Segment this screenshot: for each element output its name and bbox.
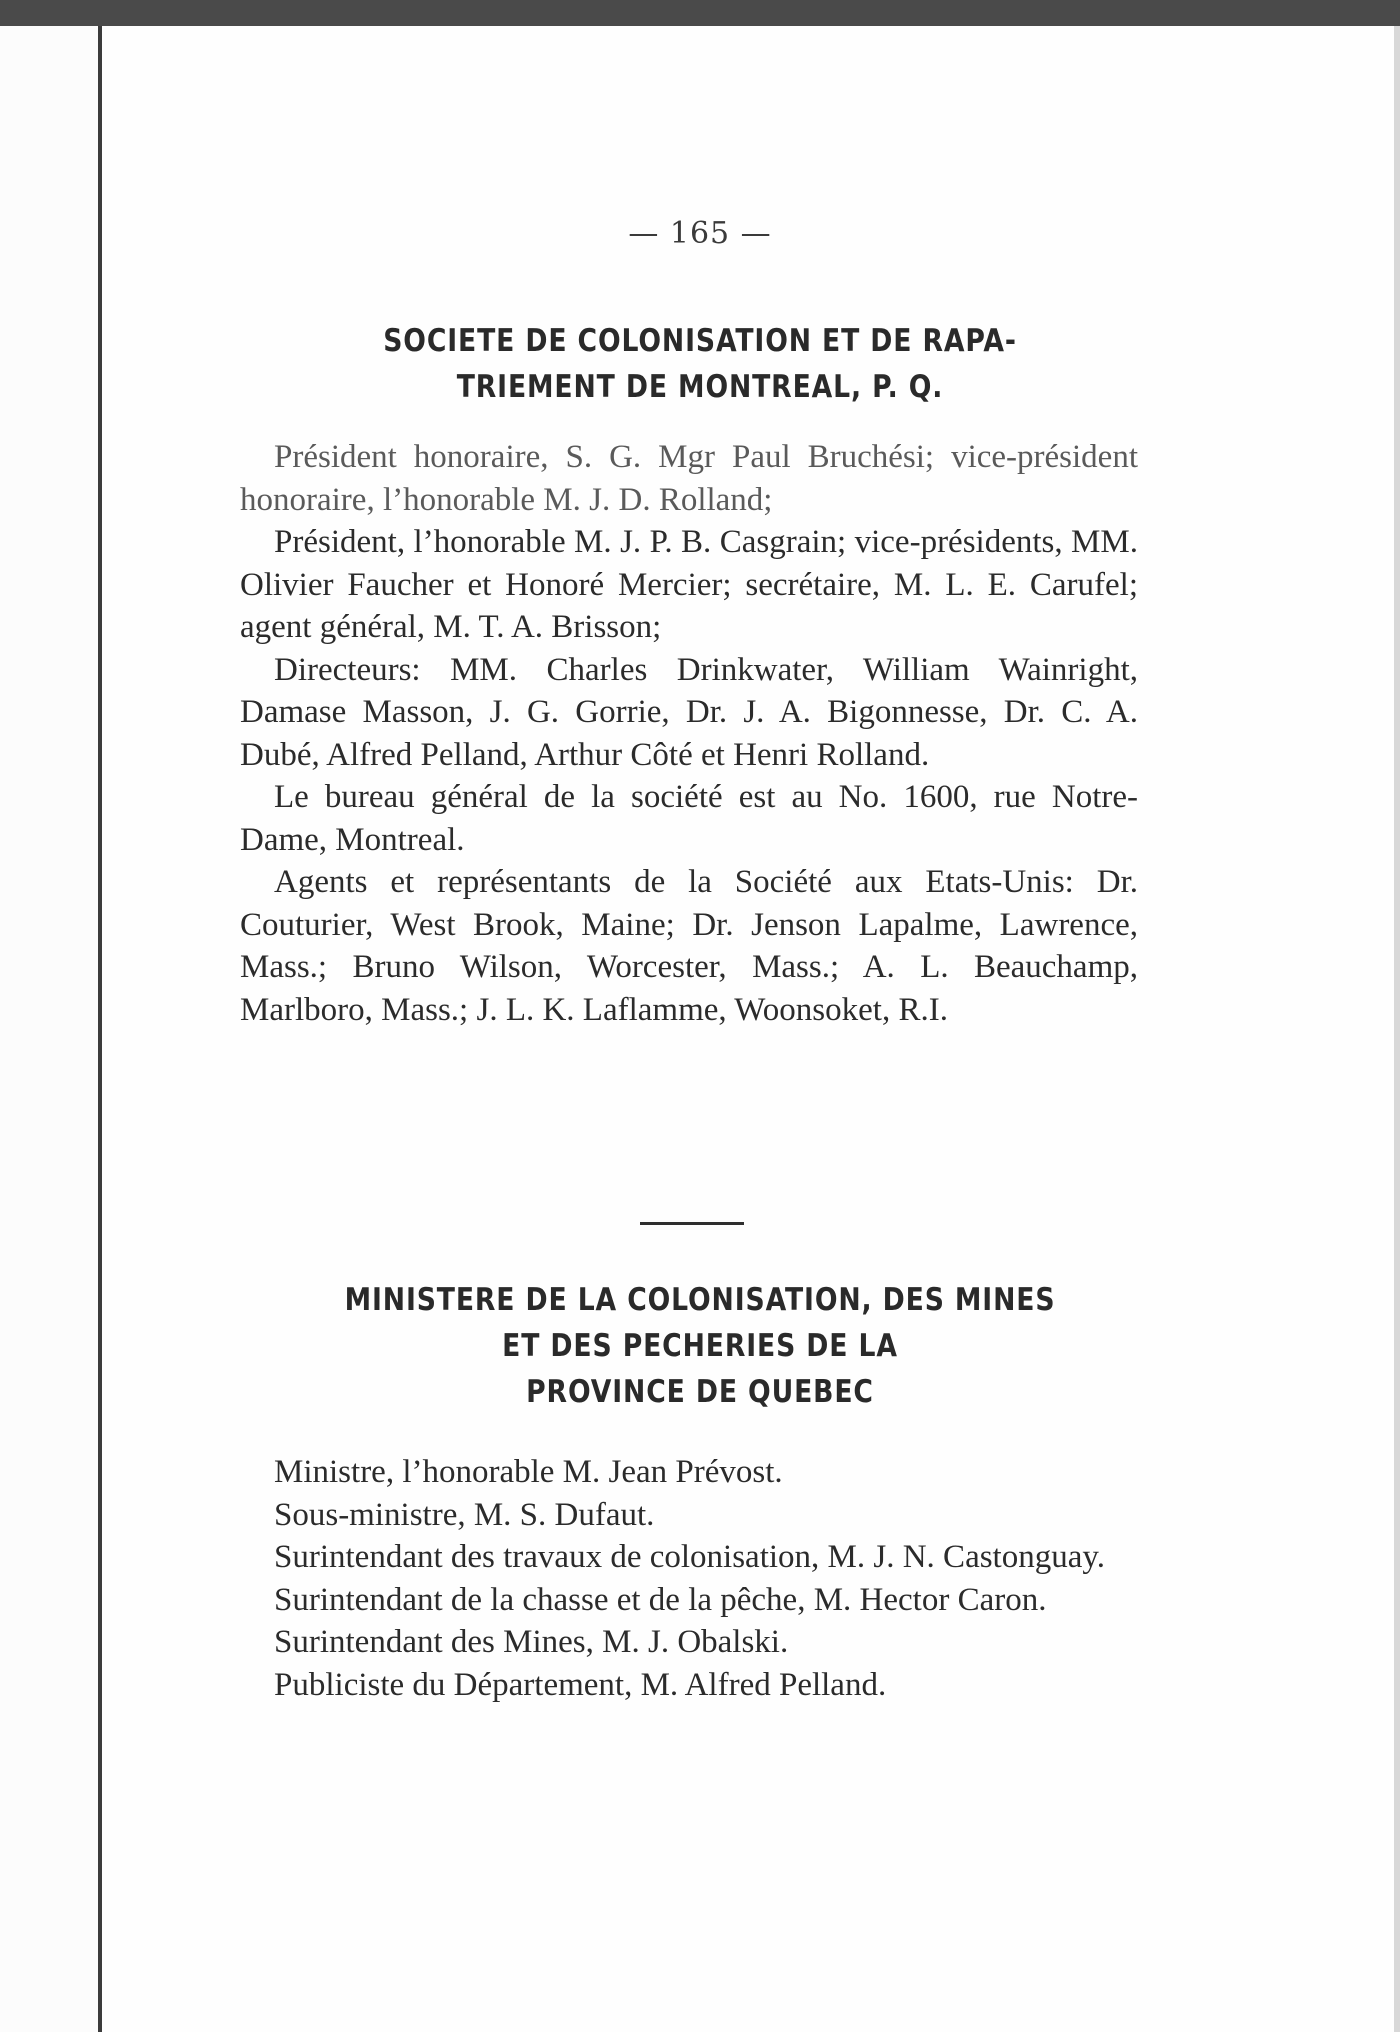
paragraph-superintendent-colonisation: Surintendant des travaux de colonisation, M. J. N. Castonguay. bbox=[274, 1539, 1105, 1575]
section-heading-societe-colonisation bbox=[0, 318, 1400, 410]
paragraph-superintendent-mines: Surintendant des Mines, M. J. Obalski. bbox=[274, 1624, 789, 1660]
section-body-societe-colonisation bbox=[240, 436, 1138, 1031]
heading-line: TRIEMENT DE MONTREAL, P. Q. bbox=[456, 369, 944, 405]
section-separator-rule bbox=[640, 1222, 744, 1225]
paragraph-deputy-minister: Sous-ministre, M. S. Dufaut. bbox=[274, 1496, 655, 1533]
paragraph-officers: Président, l’honorable M. J. P. B. Casgrain; vice-présidents, MM. Olivier Faucher et Honoré Mercier; secrétaire, M. L. E. Carufel; agent général, M. T. A. Brisson; bbox=[240, 524, 1138, 645]
heading-line: MINISTERE DE LA COLONISATION, DES MINES bbox=[344, 1282, 1056, 1318]
paragraph-honorary-officers: Président honoraire, S. G. Mgr Paul Bruchési; vice-président honoraire, l’honorable M. J. D. Rolland; bbox=[240, 439, 1138, 518]
paragraph-directors: Directeurs: MM. Charles Drinkwater, William Wainright, Damase Masson, J. G. Gorrie, Dr. J. A. Bigonnesse, Dr. C. A. Dubé, Alfred Pelland, Arthur Côté et Henri Rolland. bbox=[240, 651, 1138, 773]
heading-line: PROVINCE DE QUEBEC bbox=[526, 1374, 874, 1410]
paragraph-us-agents: Agents et représentants de la Société aux Etats-Unis: Dr. Couturier, West Brook, Maine; Dr. Jenson Lapalme, Lawrence, Mass.; Bruno Wilson, Worcester, Mass.; A. L. Beauchamp, Marlboro, Mass.; J. L. K. Laflamme, Woonsoket, R.I. bbox=[240, 864, 1138, 1028]
paragraph-office-address: Le bureau général de la société est au No. 1600, rue Notre-Dame, Montreal. bbox=[240, 779, 1138, 858]
section-heading-ministere-colonisation bbox=[0, 1277, 1400, 1415]
page-number: — 165 — bbox=[628, 216, 772, 251]
paragraph-publicist: Publiciste du Département, M. Alfred Pelland. bbox=[274, 1666, 887, 1703]
paragraph-superintendent-hunting-fishing: Surintendant de la chasse et de la pêche, M. Hector Caron. bbox=[274, 1581, 1047, 1618]
paragraph-minister: Ministre, l’honorable M. Jean Prévost. bbox=[274, 1454, 783, 1490]
heading-line: SOCIETE DE COLONISATION ET DE RAPA- bbox=[383, 323, 1017, 359]
heading-line: ET DES PECHERIES DE LA bbox=[502, 1328, 898, 1364]
section-body-ministere-colonisation bbox=[240, 1451, 1138, 1706]
scan-top-border bbox=[0, 0, 1400, 26]
